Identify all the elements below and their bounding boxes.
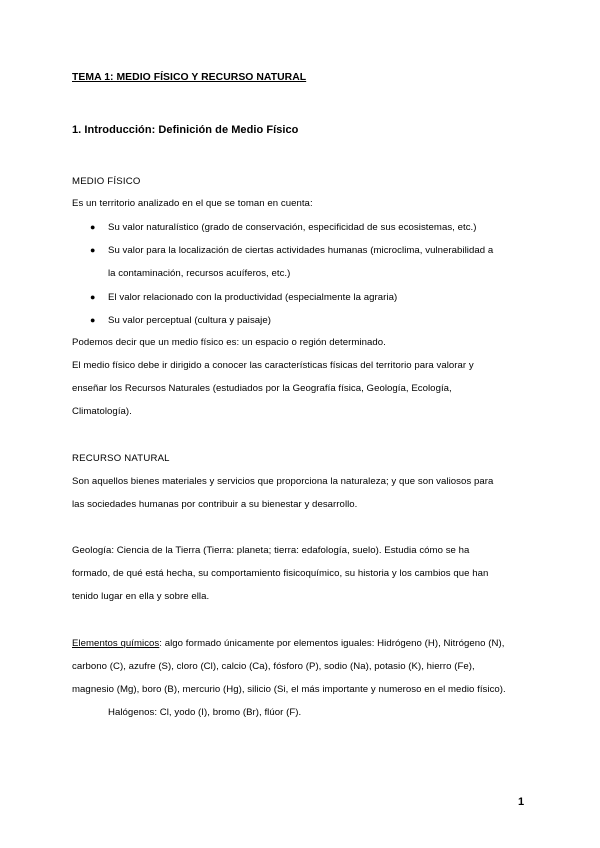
bullet-item: Su valor perceptual (cultura y paisaje)	[108, 315, 271, 326]
recurso-natural-label: RECURSO NATURAL	[72, 453, 170, 464]
bullet-item: Su valor naturalístico (grado de conservación, especificidad de sus ecosistemas, etc.)	[108, 222, 477, 233]
bullet-icon: ●	[90, 222, 96, 232]
paragraph-line: carbono (C), azufre (S), cloro (Cl), calcio (Ca), fósforo (P), sodio (Na), potasio (K), hierro (Fe),	[72, 661, 475, 672]
document-title: TEMA 1: MEDIO FÍSICO Y RECURSO NATURAL	[72, 72, 307, 83]
bullet-item: Su valor para la localización de ciertas actividades humanas (microclima, vulnerabilidad a	[108, 245, 494, 256]
paragraph-line: las sociedades humanas por contribuir a su bienestar y desarrollo.	[72, 499, 358, 510]
elementos-term: Elementos químicos	[72, 638, 160, 649]
paragraph-line: El medio físico debe ir dirigido a conocer las características físicas del territorio para valorar y	[72, 360, 474, 371]
bullet-item-continuation: la contaminación, recursos acuíferos, etc.)	[108, 268, 291, 279]
elementos-line	[72, 638, 504, 649]
paragraph-line: Climatología).	[72, 406, 132, 417]
bullet-icon: ●	[90, 245, 96, 255]
elementos-definition: : algo formado únicamente por elementos iguales: Hidrógeno (H), Nitrógeno (N),	[159, 638, 505, 649]
paragraph-line: formado, de qué está hecha, su comportamiento fisicoquímico, su historia y los cambios que han	[72, 568, 489, 579]
paragraph-line: tenido lugar en ella y sobre ella.	[72, 591, 210, 602]
paragraph-line: Son aquellos bienes materiales y servicios que proporciona la naturaleza; y que son valiosos para	[72, 476, 494, 487]
paragraph-line: enseñar los Recursos Naturales (estudiados por la Geografía física, Geología, Ecología,	[72, 383, 452, 394]
medio-fisico-intro: Es un territorio analizado en el que se toman en cuenta:	[72, 198, 313, 209]
medio-fisico-label: MEDIO FÍSICO	[72, 176, 141, 187]
bullet-icon: ●	[90, 315, 96, 325]
paragraph-line: magnesio (Mg), boro (B), mercurio (Hg), silicio (Si, el más importante y numeroso en el medio físico).	[72, 684, 506, 695]
section-heading: 1. Introducción: Definición de Medio Físico	[72, 124, 299, 136]
paragraph-line: Podemos decir que un medio físico es: un espacio o región determinado.	[72, 337, 386, 348]
paragraph-line: Geología: Ciencia de la Tierra (Tierra: planeta; tierra: edafología, suelo). Estudia cómo se ha	[72, 545, 470, 556]
page-number: 1	[518, 796, 525, 808]
halogenos-line: Halógenos: Cl, yodo (I), bromo (Br), flúor (F).	[108, 707, 302, 718]
bullet-icon: ●	[90, 292, 96, 302]
bullet-item: El valor relacionado con la productividad (especialmente la agraria)	[108, 292, 398, 303]
